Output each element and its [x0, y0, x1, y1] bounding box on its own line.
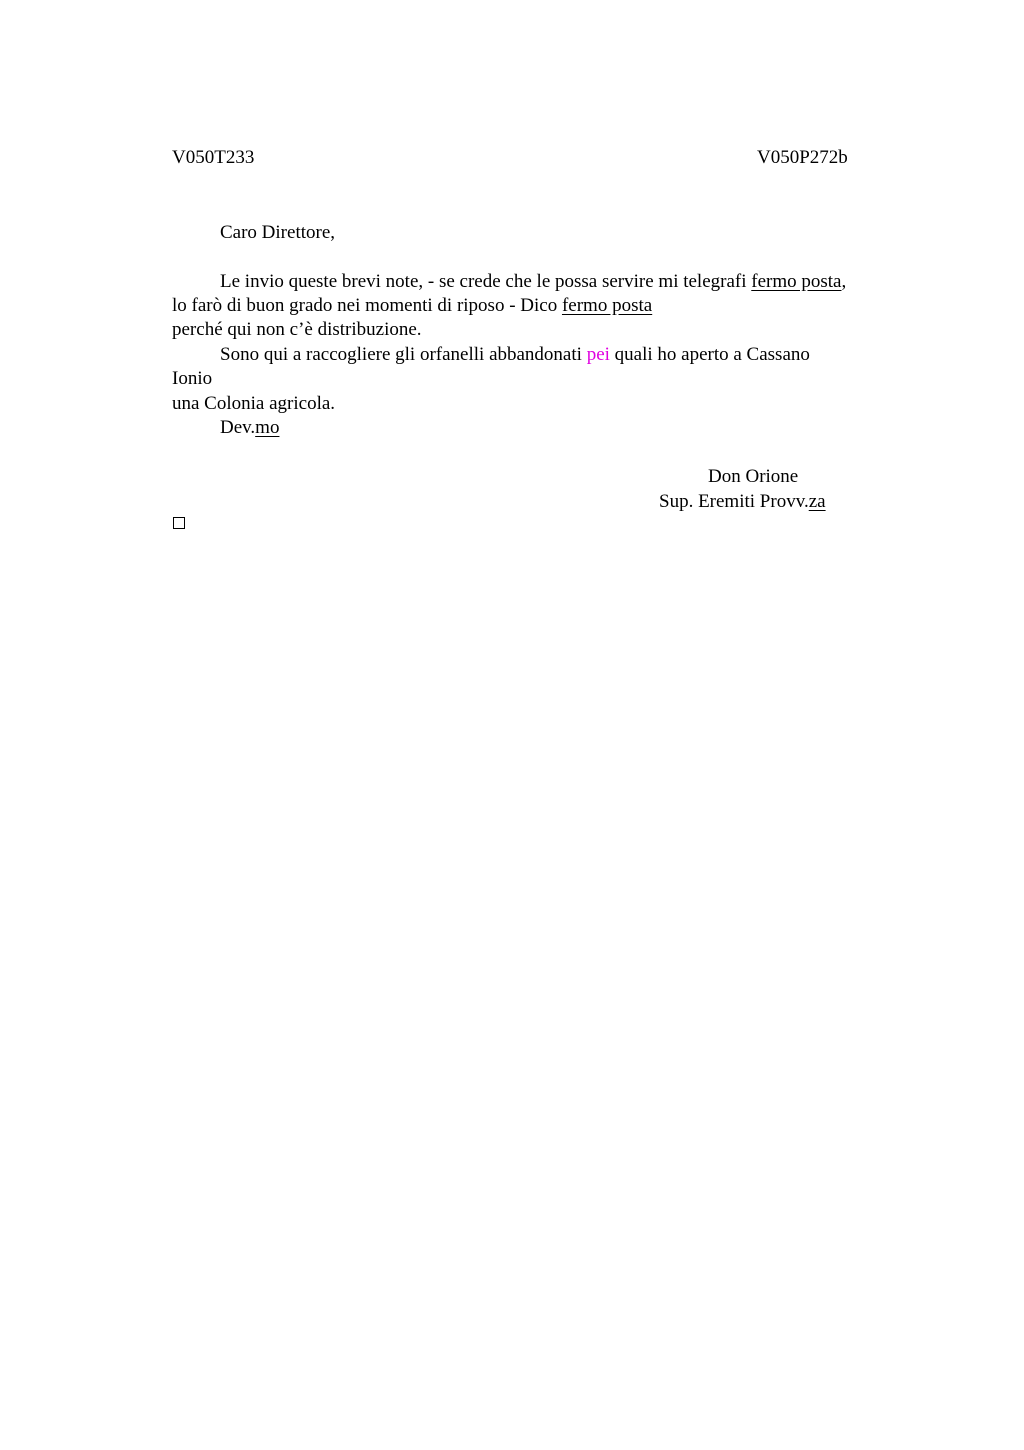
- document-code-right: V050P272b: [757, 147, 848, 168]
- document-code-left: V050T233: [172, 147, 255, 168]
- highlighted-text: pei: [586, 344, 610, 365]
- text-run: ,: [841, 271, 847, 292]
- paragraph2-line1: [220, 343, 810, 367]
- signature-title: [659, 490, 826, 514]
- text-run: Le invio queste brevi note, - se crede che le possa servire mi telegrafi: [220, 271, 752, 292]
- text-run: Sono qui a raccogliere gli orfanelli abbandonati: [220, 344, 587, 365]
- underlined-text: fermo posta: [751, 271, 842, 292]
- underlined-text: fermo posta: [561, 295, 653, 316]
- underlined-text: za: [808, 491, 826, 512]
- paragraph1-line1: [220, 270, 846, 294]
- text-run: Sup. Eremiti Provv.: [659, 491, 809, 512]
- closing: [220, 416, 279, 440]
- paragraph1-line3: perché qui non c’è distribuzione.: [172, 319, 422, 340]
- signature-name: Don Orione: [708, 466, 799, 487]
- text-run: quali ho aperto a Cassano: [609, 344, 810, 365]
- text-run: Dev.: [220, 417, 256, 438]
- paragraph1-line2: [172, 294, 652, 318]
- square-icon: [173, 517, 185, 529]
- salutation: Caro Direttore,: [220, 222, 336, 243]
- paragraph2-line2: Ionio: [172, 368, 213, 389]
- text-run: lo farò di buon grado nei momenti di riposo - Dico: [172, 295, 562, 316]
- paragraph2-line3: una Colonia agricola.: [172, 393, 336, 414]
- underlined-text: mo: [255, 417, 280, 438]
